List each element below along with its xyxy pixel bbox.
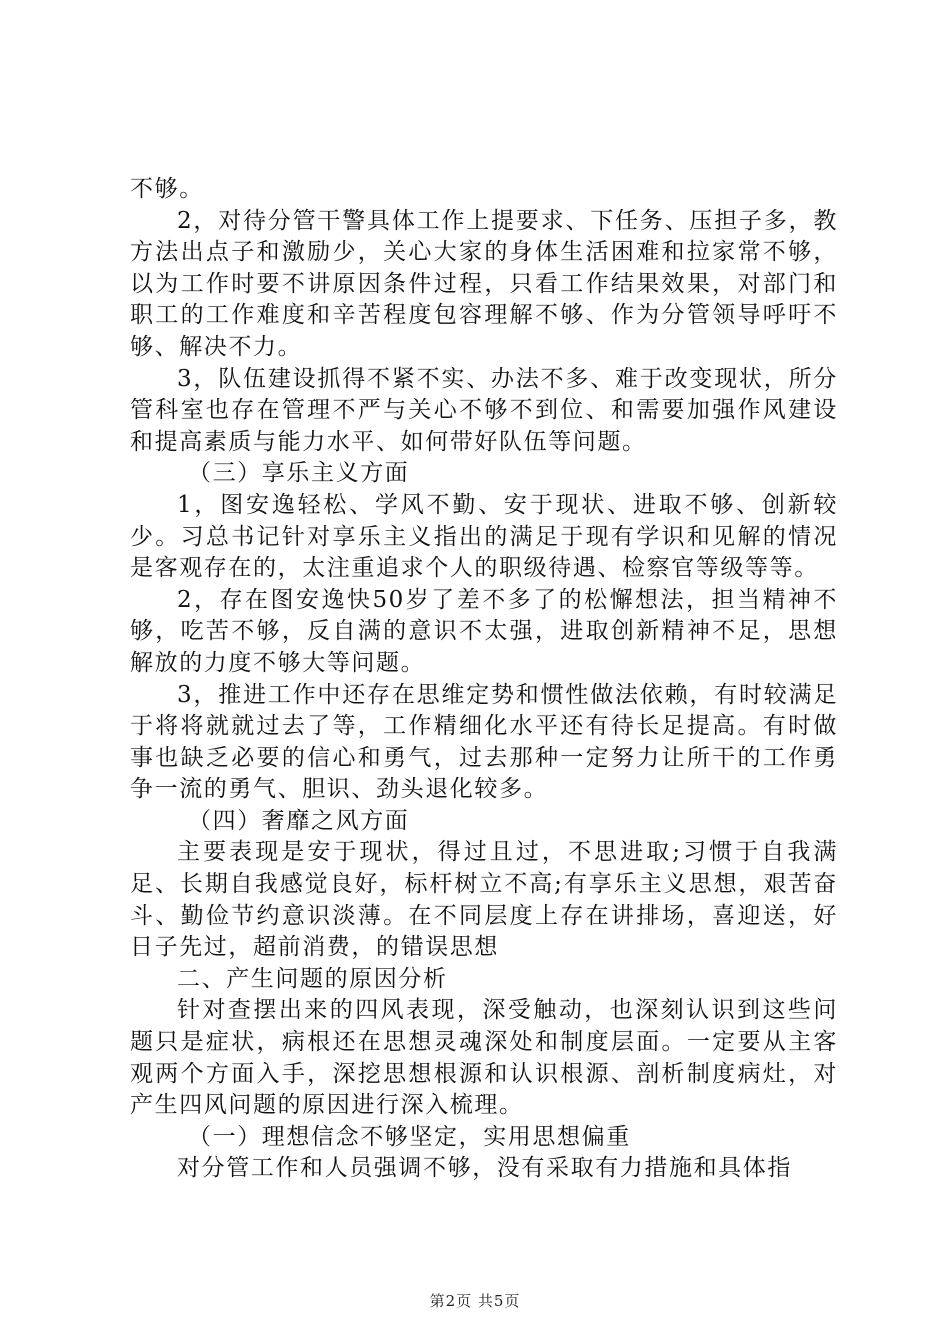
paragraph-6: 2，存在图安逸快50岁了差不多了的松懈想法，担当精神不够，吃苦不够，反自满的意识不太强，进取创新精神不足，思想解放的力度不够大等问题。	[130, 586, 838, 676]
paragraph-5: 1，图安逸轻松、学风不勤、安于现状、进取不够、创新较少。习总书记针对享乐主义指出的满足于现有学识和见解的情况是客观存在的，太注重追求个人的职级待遇、检察官等级等等。	[130, 491, 838, 582]
section-heading-ideals: （一）理想信念不够坚定，实用思想偏重	[188, 1123, 631, 1150]
section-heading-cause-analysis: 二、产生问题的原因分析	[177, 965, 448, 992]
paragraph-2: 2，对待分管干警具体工作上提要求、下任务、压担子多，教方法出点子和激励少，关心大家的身体生活困难和拉家常不够，以为工作时要不讲原因条件过程，只看工作结果效果，对部门和职工的工作难度和辛苦程度包容理解不够、作为分管领导呼吁不够、解决不力。	[130, 207, 838, 360]
paragraph-11: 针对查摆出来的四风表现，深受触动，也深刻认识到这些问题只是症状，病根还在思想灵魂深处和制度层面。一定要从主客观两个方面入手，深挖思想根源和认识根源、剖析制度病灶，对产生四风问题的原因进行深入梳理。	[130, 997, 838, 1119]
paragraph-9: 主要表现是安于现状，得过且过，不思进取;习惯于自我满足、长期自我感觉良好，标杆树立不高;有享乐主义思想，艰苦奋斗、勤俭节约意识淡薄。在不同层度上存在讲排场，喜迎送，好日子先过，超前消费，的错误思想	[130, 839, 838, 961]
paragraph-1: 不够。	[130, 176, 204, 202]
page-footer: 第2页 共5页	[429, 1292, 521, 1310]
paragraph-13: 对分管工作和人员强调不够，没有采取有力措施和具体指	[177, 1155, 792, 1182]
paragraph-3: 3，队伍建设抓得不紧不实、办法不多、难于改变现状，所分管科室也存在管理不严与关心不够不到位、和需要加强作风建设和提高素质与能力水平、如何带好队伍等问题。	[130, 365, 838, 455]
section-heading-extravagance: （四）奢靡之风方面	[188, 807, 410, 834]
section-heading-hedonism: （三）享乐主义方面	[188, 460, 410, 487]
document-body	[130, 174, 838, 1185]
paragraph-7: 3，推进工作中还存在思维定势和惯性做法依赖，有时较满足于将将就就过去了等，工作精细化水平还有待长足提高。有时做事也缺乏必要的信心和勇气，过去那种一定努力让所干的工作勇争一流的勇气、胆识、劲头退化较多。	[130, 681, 838, 803]
